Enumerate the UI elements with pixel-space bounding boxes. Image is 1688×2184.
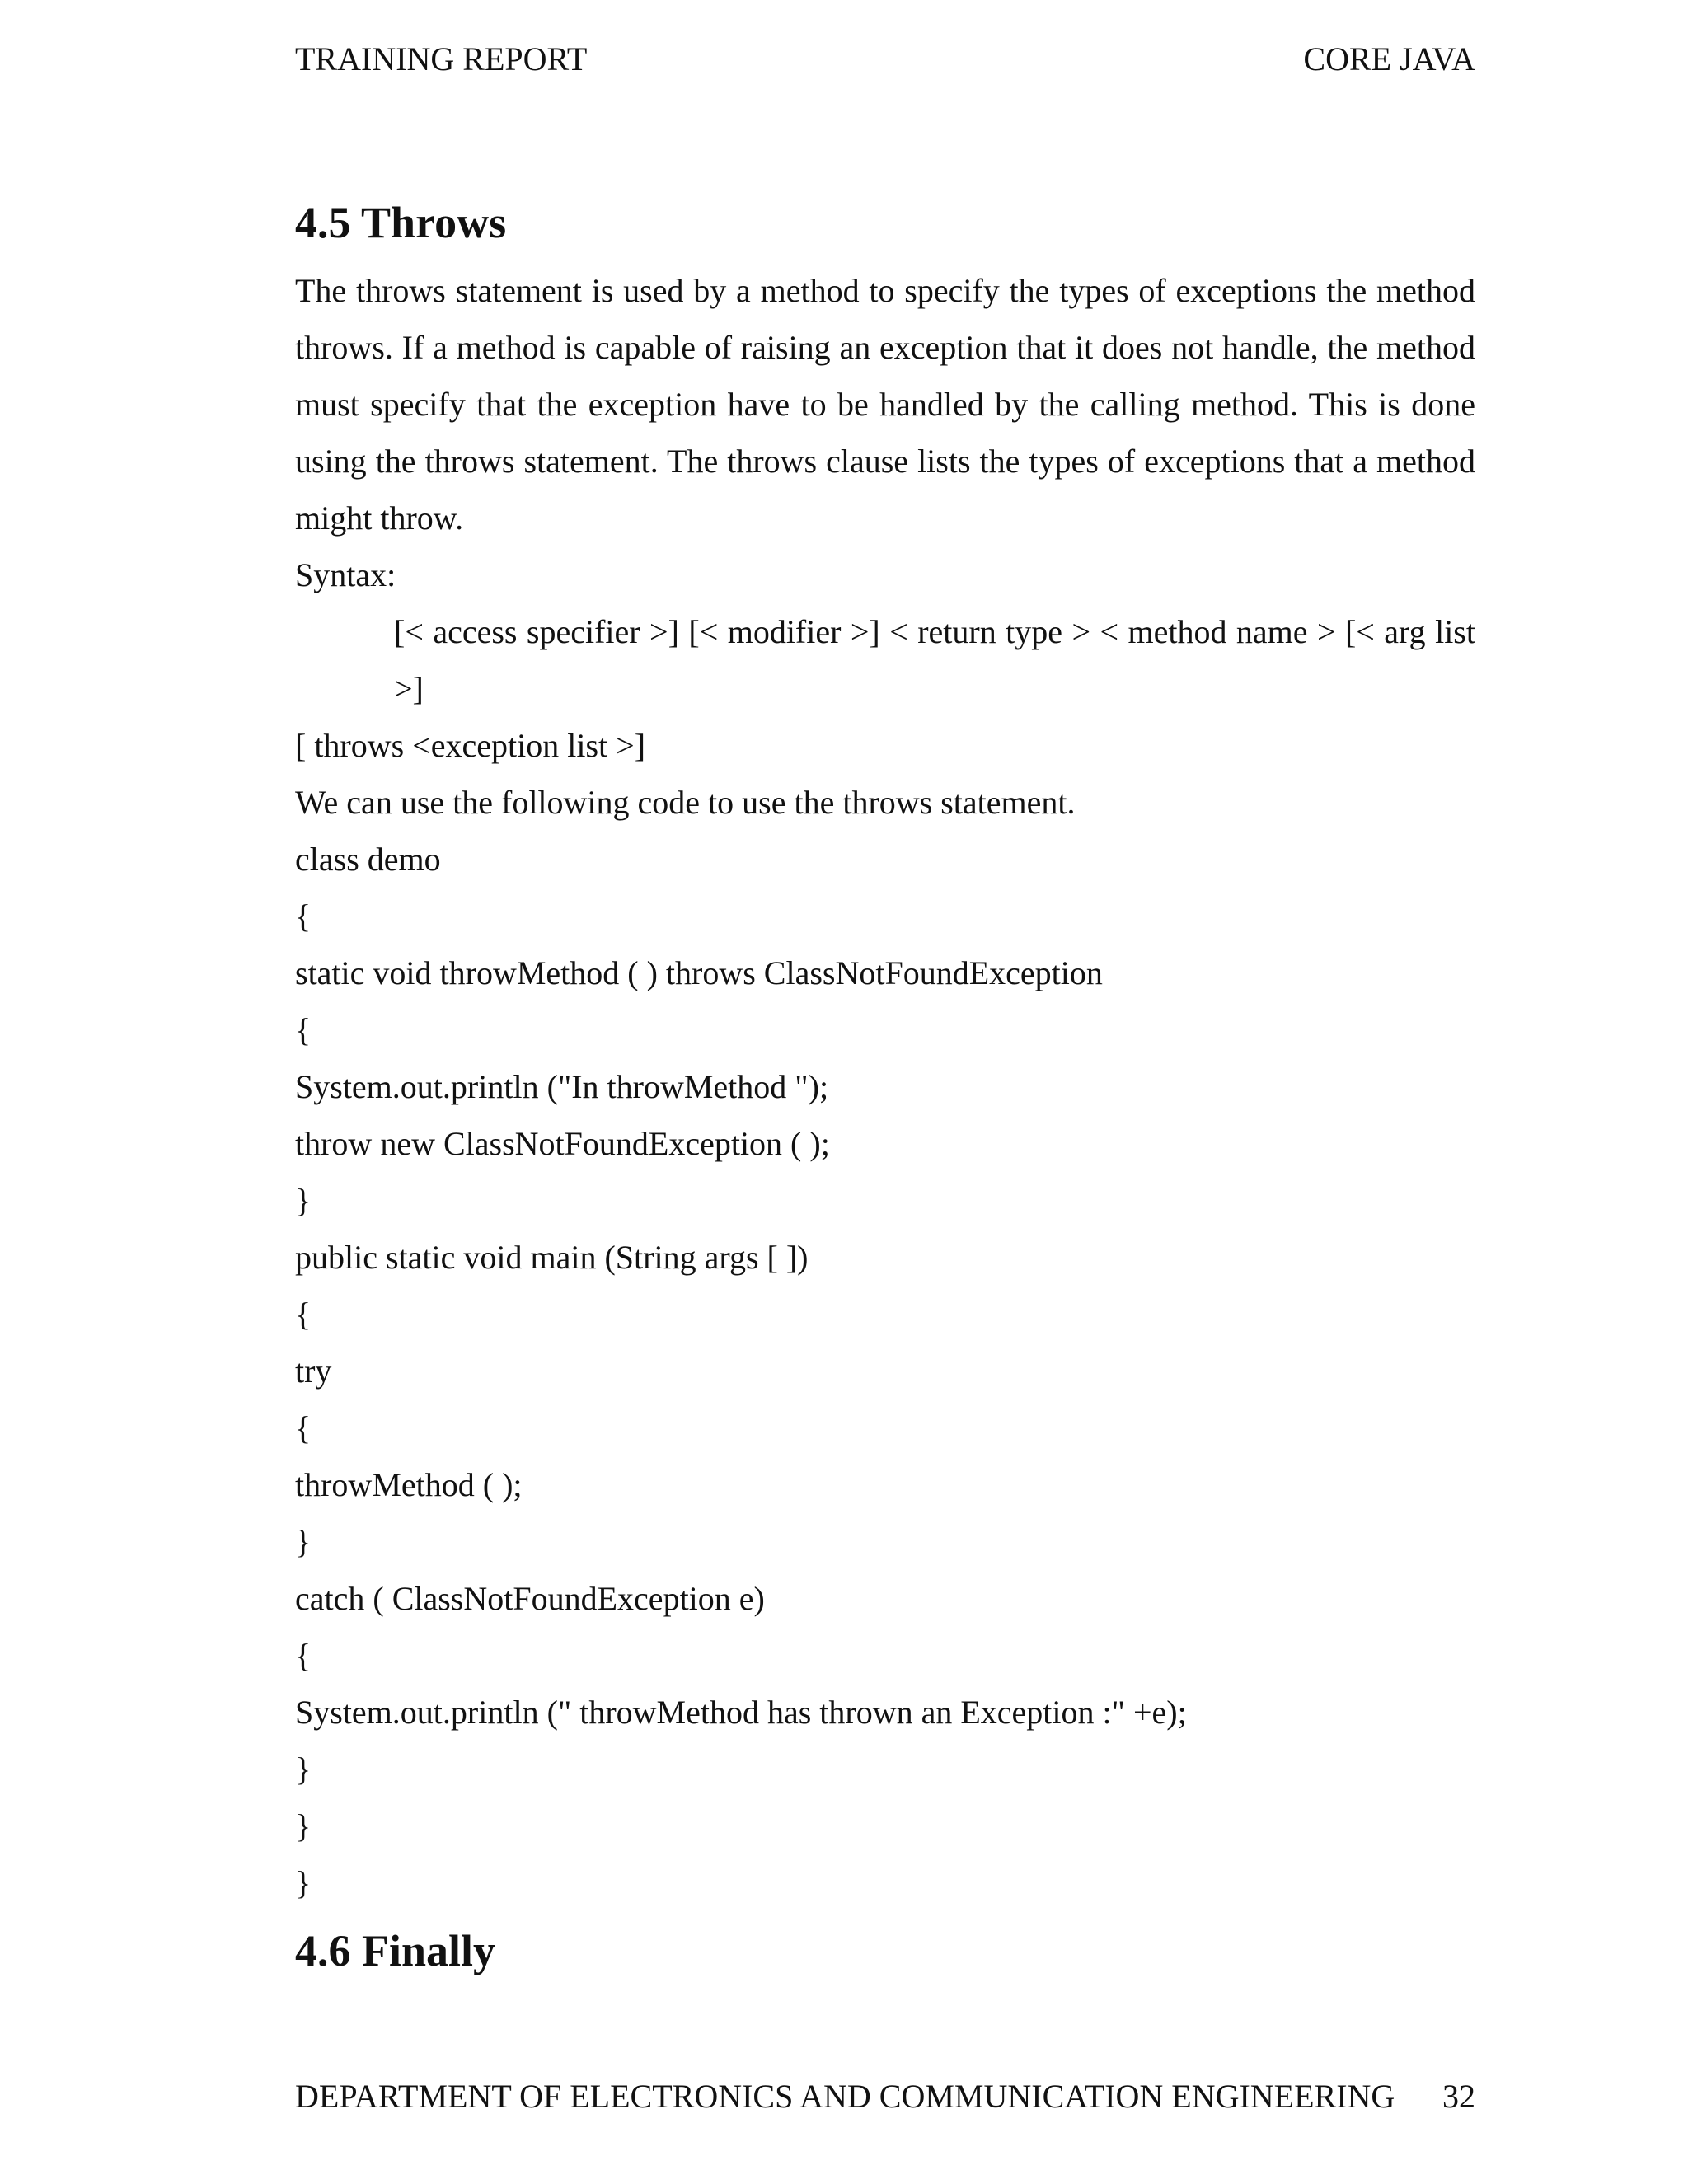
code-line: try <box>295 1352 332 1390</box>
section-heading-finally: 4.6 Finally <box>295 1926 496 1975</box>
code-line: System.out.println (" throwMethod has thrown an Exception :" +e); <box>295 1694 1187 1731</box>
footer-department: DEPARTMENT OF ELECTRONICS AND COMMUNICATION ENGINEERING <box>295 2078 1395 2115</box>
code-line: } <box>295 1523 312 1560</box>
syntax-signature-line: [< access specifier >] [< modifier >] < return type > < method name > [< arg list >] <box>394 613 1475 707</box>
header-report-title: TRAINING REPORT <box>295 40 588 77</box>
code-example <box>295 831 1475 1911</box>
code-line: throwMethod ( ); <box>295 1466 523 1503</box>
code-line: } <box>295 1182 312 1219</box>
code-line: throw new ClassNotFoundException ( ); <box>295 1125 830 1162</box>
code-line: { <box>295 1296 312 1333</box>
section-heading-throws: 4.5 Throws <box>295 198 507 247</box>
page-footer <box>295 2077 1475 2116</box>
syntax-throws-line: [ throws <exception list >] <box>295 727 646 764</box>
code-line: { <box>295 1637 312 1674</box>
code-line: catch ( ClassNotFoundException e) <box>295 1580 765 1617</box>
code-intro-text: We can use the following code to use the throws statement. <box>295 784 1076 821</box>
code-line: { <box>295 898 312 935</box>
code-line: class demo <box>295 841 441 878</box>
header-subject: CORE JAVA <box>1303 40 1475 77</box>
code-line: public static void main (String args [ ]) <box>295 1239 809 1276</box>
page-header <box>295 40 1475 79</box>
code-line: } <box>295 1750 312 1788</box>
code-line: { <box>295 1011 312 1048</box>
code-line: static void throwMethod ( ) throws ClassNotFoundException <box>295 954 1103 991</box>
syntax-label: Syntax: <box>295 556 396 593</box>
page-number: 32 <box>1442 2078 1475 2115</box>
throws-description-paragraph: The throws statement is used by a method to specify the types of exceptions the method throws. If a method is capable of raising an exception that it does not handle, the method must specify that the exception have to be handled by the calling method. This is done using the throws statement. The throws clause lists the types of exceptions that a method might throw. <box>295 272 1475 537</box>
code-line: } <box>295 1864 312 1901</box>
code-line: } <box>295 1807 312 1844</box>
page-content <box>295 183 1475 1990</box>
code-line: { <box>295 1409 312 1446</box>
code-line: System.out.println ("In throwMethod "); <box>295 1068 829 1105</box>
